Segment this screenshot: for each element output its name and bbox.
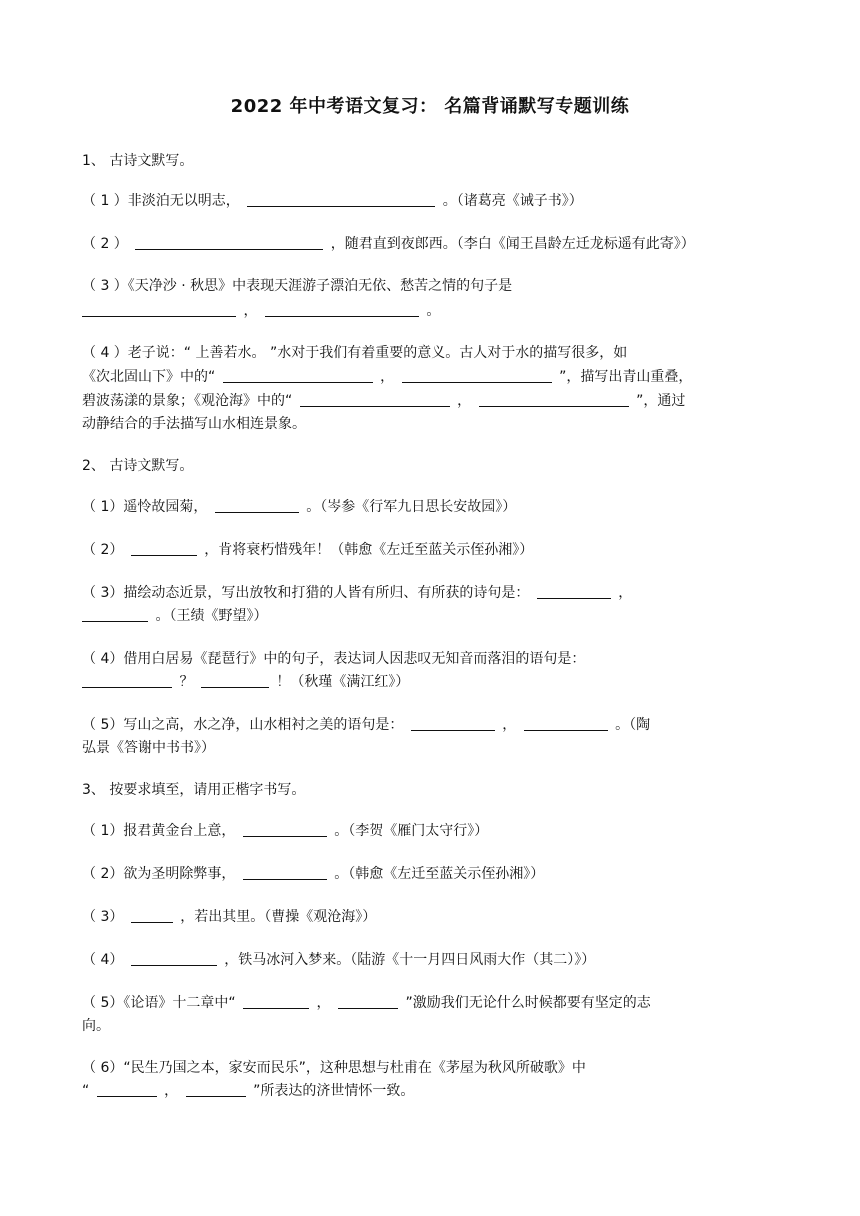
q-text: （ 1）遥怜故园菊， bbox=[82, 499, 208, 515]
q-text: ，肯将衰朽惜残年！（韩愈《左迁至蓝关示侄孙湘》） bbox=[204, 542, 534, 558]
answer-blank[interactable] bbox=[265, 302, 419, 317]
q-text: （ 2 ） bbox=[82, 236, 128, 252]
question-1-4-line3 bbox=[82, 390, 782, 412]
question-2-5-line1 bbox=[82, 714, 782, 736]
q-text: ”，描写出青山重叠， bbox=[559, 369, 693, 385]
q-text: （ 5）《论语》十二章中“ bbox=[82, 995, 236, 1011]
q-text: 碧波荡漾的景象；《观沧海》中的“ bbox=[82, 393, 293, 409]
question-3-6-line2 bbox=[82, 1080, 782, 1102]
q-text: （ 5）写山之高，水之净，山水相衬之美的语句是： bbox=[82, 717, 404, 733]
question-2-4-line1: （ 4）借用白居易《琵琶行》中的句子，表达词人因悲叹无知音而落泪的语句是： bbox=[82, 651, 586, 667]
q-text: 。（岑参《行军九日思长安故园》） bbox=[306, 499, 517, 515]
q-text: ！（秋瑾《满江红》） bbox=[276, 674, 410, 690]
q-text: ， bbox=[316, 995, 331, 1011]
section-2-heading: 2、 古诗文默写。 bbox=[82, 458, 194, 474]
section-3-heading: 3、 按要求填至，请用正楷字书写。 bbox=[82, 782, 306, 798]
question-2-1 bbox=[82, 496, 782, 518]
question-3-4 bbox=[82, 949, 782, 971]
q-text: ， bbox=[243, 303, 258, 319]
q-text: 。（李贺《雁门太守行》） bbox=[334, 823, 489, 839]
question-1-3-line2 bbox=[82, 300, 782, 322]
answer-blank[interactable] bbox=[82, 302, 236, 317]
answer-blank[interactable] bbox=[243, 822, 327, 837]
question-3-5-line2: 向。 bbox=[82, 1018, 110, 1034]
answer-blank[interactable] bbox=[186, 1082, 246, 1097]
answer-blank[interactable] bbox=[97, 1082, 157, 1097]
q-text: ”所表达的济世情怀一致。 bbox=[253, 1083, 415, 1099]
answer-blank[interactable] bbox=[402, 368, 552, 383]
q-text: 。 bbox=[426, 303, 441, 319]
q-text: （ 2） bbox=[82, 542, 124, 558]
question-2-5-line2: 弘景《答谢中书书》） bbox=[82, 740, 215, 756]
q-text: （ 1 ）非淡泊无以明志， bbox=[82, 193, 240, 209]
q-text: （ 3）描绘动态近景，写出放牧和打猎的人皆有所归、有所获的诗句是： bbox=[82, 585, 530, 601]
answer-blank[interactable] bbox=[243, 865, 327, 880]
question-2-2 bbox=[82, 539, 782, 561]
q-text: （ 4） bbox=[82, 952, 124, 968]
q-text: “ bbox=[82, 1083, 90, 1099]
q-text: 。（诸葛亮《诫子书》） bbox=[442, 193, 583, 209]
question-2-4-line2 bbox=[82, 671, 782, 693]
answer-blank[interactable] bbox=[201, 673, 269, 688]
question-1-4-line1: （ 4 ）老子说：“ 上善若水。 ”水对于我们有着重要的意义。古人对于水的描写很多，如 bbox=[82, 345, 628, 361]
q-text: ， bbox=[457, 393, 472, 409]
question-3-6-line1: （ 6）“民生乃国之本，家安而民乐”，这种思想与杜甫在《茅屋为秋风所破歌》中 bbox=[82, 1060, 586, 1076]
answer-blank[interactable] bbox=[479, 392, 629, 407]
answer-blank[interactable] bbox=[131, 541, 197, 556]
answer-blank[interactable] bbox=[524, 716, 608, 731]
answer-blank[interactable] bbox=[300, 392, 450, 407]
question-1-2 bbox=[82, 233, 782, 255]
question-1-4-line4: 动静结合的手法描写山水相连景象。 bbox=[82, 416, 306, 432]
q-text: ，铁马冰河入梦来。（陆游《十一月四日风雨大作（其二）》） bbox=[224, 952, 596, 968]
q-text: ， bbox=[502, 717, 517, 733]
answer-blank[interactable] bbox=[131, 908, 173, 923]
answer-blank[interactable] bbox=[82, 607, 148, 622]
q-text: ， bbox=[380, 369, 395, 385]
q-text: ，若出其里。（曹操《观沧海》） bbox=[180, 909, 377, 925]
q-text: ，随君直到夜郎西。（李白《闻王昌龄左迁龙标遥有此寄》） bbox=[330, 236, 695, 252]
q-text: ？ bbox=[179, 674, 194, 690]
question-1-1 bbox=[82, 190, 782, 212]
question-3-3 bbox=[82, 906, 782, 928]
q-text: 。（王绩《野望》） bbox=[155, 608, 268, 624]
question-1-4-line2 bbox=[82, 366, 782, 388]
answer-blank[interactable] bbox=[135, 235, 323, 250]
question-3-5-line1 bbox=[82, 992, 782, 1014]
answer-blank[interactable] bbox=[411, 716, 495, 731]
answer-blank[interactable] bbox=[82, 673, 172, 688]
answer-blank[interactable] bbox=[537, 584, 611, 599]
page-title: 2022 年中考语文复习： 名篇背诵默写专题训练 bbox=[230, 96, 630, 117]
q-text: （ 1）报君黄金台上意， bbox=[82, 823, 236, 839]
q-text: ， bbox=[164, 1083, 179, 1099]
answer-blank[interactable] bbox=[131, 951, 217, 966]
question-2-3-line2 bbox=[82, 605, 782, 627]
question-2-3-line1 bbox=[82, 582, 782, 604]
q-text: ”激励我们无论什么时候都要有坚定的志 bbox=[405, 995, 651, 1011]
q-text: （ 3） bbox=[82, 909, 124, 925]
q-text: 《次北固山下》中的“ bbox=[82, 369, 216, 385]
q-text: ”，通过 bbox=[636, 393, 686, 409]
question-3-2 bbox=[82, 863, 782, 885]
answer-blank[interactable] bbox=[223, 368, 373, 383]
q-text: 。（韩愈《左迁至蓝关示侄孙湘》） bbox=[334, 866, 545, 882]
answer-blank[interactable] bbox=[243, 994, 309, 1009]
question-3-1 bbox=[82, 820, 782, 842]
q-text: 。（陶 bbox=[615, 717, 651, 733]
answer-blank[interactable] bbox=[338, 994, 398, 1009]
answer-blank[interactable] bbox=[247, 192, 435, 207]
q-text: （ 2）欲为圣明除弊事， bbox=[82, 866, 236, 882]
q-text: ， bbox=[618, 585, 633, 601]
section-1-heading: 1、 古诗文默写。 bbox=[82, 153, 194, 169]
question-1-3-line1: （ 3 ）《天净沙 · 秋思》中表现天涯游子漂泊无依、愁苦之情的句子是 bbox=[82, 278, 513, 294]
answer-blank[interactable] bbox=[215, 498, 299, 513]
